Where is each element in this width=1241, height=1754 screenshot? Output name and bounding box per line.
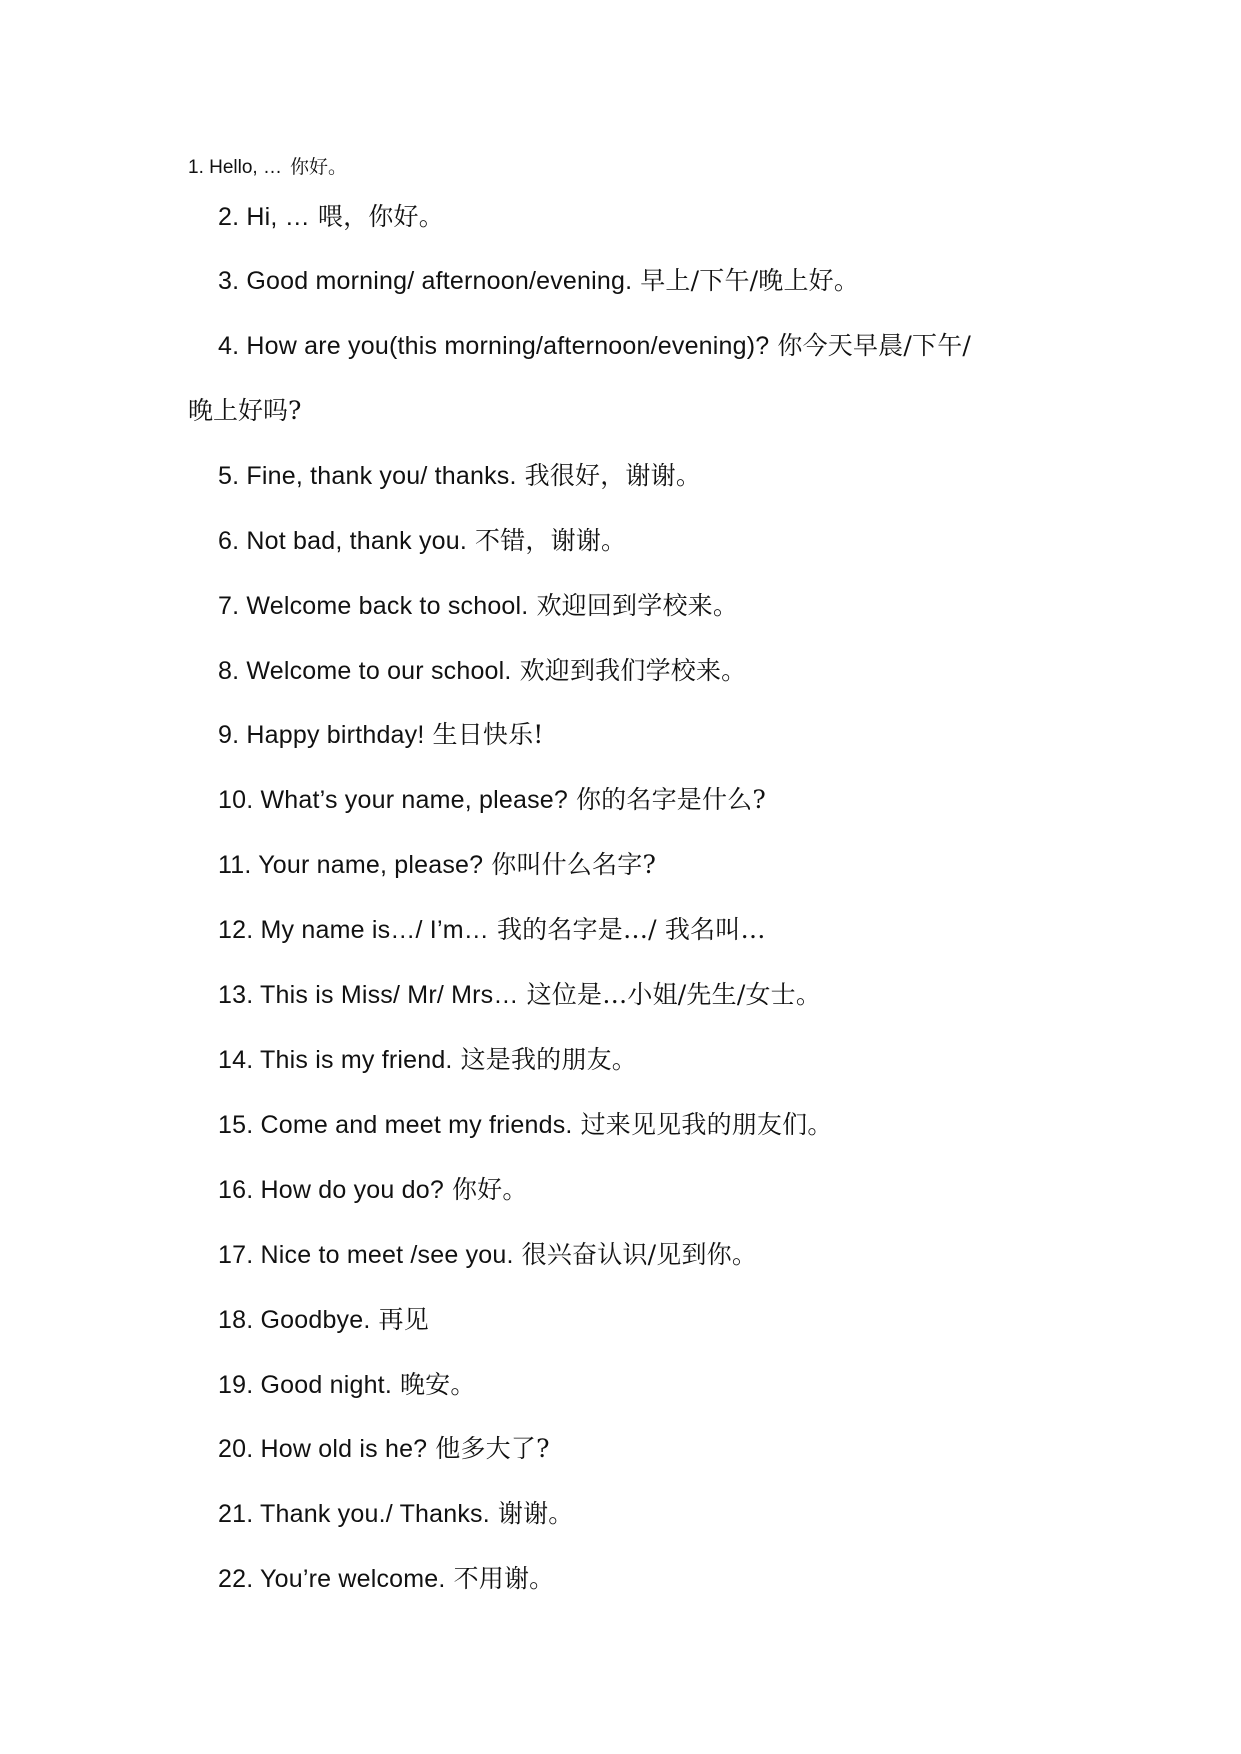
phrase-line-8 — [218, 658, 746, 684]
phrase-chinese: 生日快乐! — [432, 720, 544, 749]
phrase-line-21 — [218, 1501, 574, 1527]
phrase-english: 20. How old is he? — [218, 1435, 428, 1463]
phrase-english: 1. Hello, … — [188, 157, 282, 178]
phrase-chinese: 谢谢。 — [497, 1499, 574, 1528]
phrase-chinese: 我很好，谢谢。 — [524, 461, 702, 490]
phrase-chinese: 不用谢。 — [453, 1564, 555, 1593]
phrase-line-18 — [218, 1307, 429, 1333]
phrase-line-10 — [218, 787, 766, 813]
phrase-line-19 — [218, 1372, 476, 1398]
phrase-chinese: 欢迎回到学校来。 — [536, 591, 739, 620]
phrase-line-6 — [218, 528, 626, 554]
phrase-english: 8. Welcome to our school. — [218, 657, 512, 685]
phrase-english: 7. Welcome back to school. — [218, 592, 529, 620]
phrase-line-22 — [218, 1566, 554, 1592]
phrase-chinese: 晚上好吗? — [188, 396, 302, 425]
phrase-english: 5. Fine, thank you/ thanks. — [218, 462, 517, 490]
phrase-english: 21. Thank you./ Thanks. — [218, 1500, 490, 1528]
phrase-line-12 — [218, 917, 766, 943]
phrase-line-7 — [218, 593, 738, 619]
phrase-line-17 — [218, 1242, 757, 1268]
phrase-english: 3. Good morning/ afternoon/evening. — [218, 267, 633, 295]
phrase-english: 14. This is my friend. — [218, 1046, 453, 1074]
phrase-chinese: 欢迎到我们学校来。 — [519, 656, 747, 685]
phrase-line-3 — [218, 268, 859, 294]
phrase-chinese: 你今天早晨/下午/ — [777, 331, 972, 360]
phrase-chinese: 他多大了? — [435, 1434, 550, 1463]
phrase-line-4 — [218, 333, 971, 359]
phrase-chinese: 很兴奋认识/见到你。 — [521, 1240, 758, 1269]
phrase-line-14 — [218, 1047, 637, 1073]
phrase-english: 15. Come and meet my friends. — [218, 1111, 573, 1139]
phrase-chinese: 你的名字是什么? — [575, 785, 766, 814]
phrase-line-4-continued — [188, 398, 301, 424]
phrase-chinese: 晚安。 — [399, 1370, 476, 1399]
phrase-chinese: 你好。 — [451, 1175, 528, 1204]
phrase-english: 13. This is Miss/ Mr/ Mrs… — [218, 981, 519, 1009]
phrase-english: 10. What’s your name, please? — [218, 786, 568, 814]
phrase-english: 19. Good night. — [218, 1371, 392, 1399]
phrase-line-1 — [188, 158, 347, 177]
phrase-chinese: 这是我的朋友。 — [460, 1045, 637, 1074]
phrase-chinese: 过来见见我的朋友们。 — [580, 1110, 833, 1139]
phrase-line-13 — [218, 982, 821, 1008]
phrase-line-5 — [218, 463, 701, 489]
phrase-english: 9. Happy birthday! — [218, 721, 425, 749]
phrase-chinese: 喂，你好。 — [317, 202, 444, 231]
phrase-chinese: 这位是…小姐/先生/女士。 — [526, 980, 822, 1009]
phrase-chinese: 你叫什么名字? — [491, 850, 657, 879]
phrase-line-11 — [218, 852, 656, 878]
phrase-english: 4. How are you(this morning/afternoon/evening)? — [218, 332, 770, 360]
phrase-line-15 — [218, 1112, 833, 1138]
phrase-line-20 — [218, 1436, 550, 1462]
phrase-line-16 — [218, 1177, 528, 1203]
phrase-chinese: 不错，谢谢。 — [475, 526, 627, 555]
phrase-english: 18. Goodbye. — [218, 1306, 371, 1334]
phrase-english: 17. Nice to meet /see you. — [218, 1241, 514, 1269]
phrase-line-2 — [218, 204, 444, 230]
phrase-english: 6. Not bad, thank you. — [218, 527, 468, 555]
phrase-chinese: 再见 — [378, 1305, 429, 1334]
phrase-chinese: 我的名字是…/ 我名叫… — [496, 915, 766, 944]
phrase-chinese: 早上/下午/晚上好。 — [640, 266, 860, 295]
phrase-english: 22. You’re welcome. — [218, 1565, 446, 1593]
phrase-english: 16. How do you do? — [218, 1176, 444, 1204]
phrase-english: 12. My name is…/ I’m… — [218, 916, 489, 944]
phrase-line-9 — [218, 722, 544, 748]
phrase-chinese: 你好。 — [289, 156, 347, 178]
phrase-english: 11. Your name, please? — [218, 851, 484, 879]
phrase-english: 2. Hi, … — [218, 203, 310, 231]
